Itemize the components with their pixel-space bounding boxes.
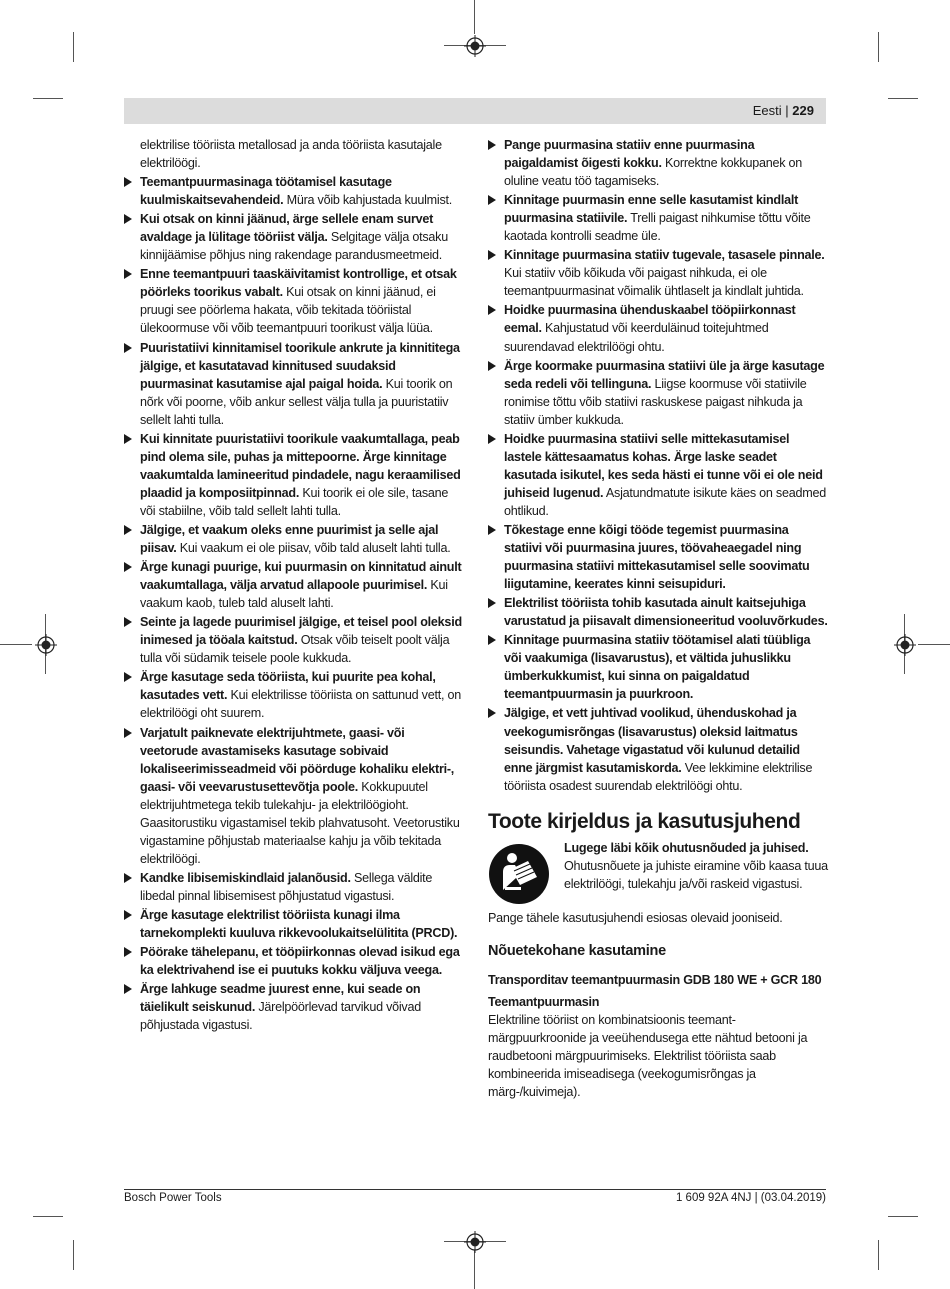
footer-rule bbox=[124, 1189, 826, 1190]
header-language: Eesti bbox=[752, 103, 782, 118]
item-text: Liigse koormuse või statiivile ronimise tõttu võib statiivi raskuskese paigast nihkuda ja statiiv ümber kukkuda. bbox=[504, 376, 807, 427]
triangle-bullet-icon bbox=[488, 195, 496, 205]
item-bold-text: Tõkestage enne kõigi tööde tegemist puurmasina statiivi või puurmasina juures, töövaheaegadel ning puurmasina statiivi mittekasutamisel selle soovimatu liigutamine, keerates kinni seisupiduri. bbox=[504, 522, 810, 592]
list-item bbox=[124, 265, 464, 337]
notice-after: Pange tähele kasutusjuhendi esiosas olevaid jooniseid. bbox=[488, 910, 783, 925]
product-text: Elektriline tööriist on kombinatsioonis teemant-märgpuurkroonide ja veeühendusega ette nähtud betooni ja raudbetooni märgpuurimiseks. Elektrilist tööriista saab kombineerida imiseadisega (veekogumisrõngas ja märg-/kuivimeja). bbox=[488, 1012, 808, 1100]
item-bold-text: Teemantpuurmasinaga töötamisel kasutage kuulmiskaitsevahendeid. bbox=[140, 175, 392, 208]
list-item bbox=[124, 724, 464, 868]
footer-brand: Bosch Power Tools bbox=[124, 1192, 222, 1204]
item-bold-text: Pöörake tähelepanu, et tööpiirkonnas olevad isikud ega ka elektrivahend ise ei puutuks kokku väljuva veega. bbox=[140, 945, 460, 978]
item-bold-text: Varjatult paiknevate elektrijuhtmete, gaasi- või veetorude avastamiseks kasutage sobivaid lokaliseerimisseadmeid või pöörduge kohaliku elektri-, gaasi- või veevarustusettevõtja poole. bbox=[140, 725, 455, 794]
item-text: Trelli paigast nihkumise tõttu võite kaotada kontrolli seadme üle. bbox=[504, 211, 811, 244]
registration-mark-icon bbox=[35, 634, 57, 656]
item-bold-text: Kui kinnitate puuristatiivi toorikule vaakumtallaga, peab pind olema sile, puhas ja mittepoorne. Ärge kinnitage vaakumtalda lamineeritud pindadele, nagu keraamilised plaadid ja komposiitpinnad. bbox=[140, 431, 461, 500]
list-item bbox=[124, 339, 464, 429]
item-text: Kui toorik ei ole sile, tasane või stabiilne, võib tald sellelt lahti tulla. bbox=[140, 485, 449, 518]
item-text: Sellega väldite libedal pinnal libisemisest põhjustatud vigastusi. bbox=[140, 870, 433, 903]
list-item bbox=[124, 980, 464, 1034]
list-item bbox=[124, 210, 464, 264]
triangle-bullet-icon bbox=[124, 910, 132, 920]
intro-paragraph: elektrilise tööriista metallosad ja anda tööriista kasutajale elektrilöögi. bbox=[140, 138, 442, 171]
item-bold-text: Jälgige, et vaakum oleks enne puurimist ja selle ajal piisav. bbox=[140, 522, 439, 556]
item-bold-text: Ärge kasutage seda tööriista, kui puurite pea kohal, kasutades vett. bbox=[140, 670, 436, 703]
list-item bbox=[124, 869, 464, 905]
item-bold-text: Hoidke puurmasina statiivi selle mittekasutamisel lastele kättesaamatus kohas. Ärge laske seadet kasutada isikutel, kes seda hästi ei tunne või ei ole neid juhiseid lugenud. bbox=[504, 431, 823, 500]
triangle-bullet-icon bbox=[488, 635, 496, 645]
triangle-bullet-icon bbox=[488, 708, 496, 718]
list-item bbox=[488, 136, 828, 190]
list-item bbox=[488, 357, 828, 429]
item-bold-text: Hoidke puurmasina ühenduskaabel tööpiirkonnast eemal. bbox=[504, 303, 796, 336]
read-manual-icon bbox=[488, 843, 550, 905]
crop-mark bbox=[73, 32, 74, 62]
list-item bbox=[488, 191, 828, 245]
list-item bbox=[488, 246, 828, 300]
left-column bbox=[124, 136, 464, 1035]
list-item bbox=[488, 631, 828, 703]
item-bold-text: Ärge lahkuge seadme juurest enne, kui seade on täielikult seiskunud. bbox=[140, 982, 421, 1015]
item-text: Selgitage välja otsaku kinnijäämise põhjus ning rakendage parandusmeetmeid. bbox=[140, 230, 448, 263]
list-item bbox=[124, 558, 464, 612]
list-item bbox=[124, 430, 464, 520]
triangle-bullet-icon bbox=[488, 434, 496, 444]
triangle-bullet-icon bbox=[488, 250, 496, 260]
item-text: Otsak võib teiselt poolt välja tulla või südamik teisele poole kukkuda. bbox=[140, 633, 450, 666]
subsection-title: Nõuetekohane kasutamine bbox=[488, 942, 666, 959]
triangle-bullet-icon bbox=[124, 434, 132, 444]
list-item bbox=[488, 704, 828, 794]
item-text: Kui elektrilisse tööriista on sattunud vett, on elektrilöögi oht suurem. bbox=[140, 688, 461, 721]
page-number: 229 bbox=[792, 103, 814, 118]
item-bold-text: Kui otsak on kinni jäänud, ärge sellele enam survet avaldage ja lülitage tööriist välja. bbox=[140, 212, 434, 245]
item-bold-text: Seinte ja lagede puurimisel jälgige, et teisel pool oleksid inimesed ja tööala kaitstud. bbox=[140, 615, 462, 648]
item-text: Vee lekkimine elektrilise tööriista osadest suurendab elektrilöögi ohtu. bbox=[504, 760, 813, 793]
crop-mark bbox=[888, 1216, 918, 1217]
crop-mark bbox=[878, 1240, 879, 1270]
page-header bbox=[753, 103, 814, 118]
list-item bbox=[124, 906, 464, 942]
crop-mark bbox=[474, 0, 475, 34]
list-item bbox=[124, 668, 464, 722]
item-text: Kui vaakum ei ole piisav, võib tald aluselt lahti tulla. bbox=[176, 541, 451, 556]
triangle-bullet-icon bbox=[124, 617, 132, 627]
product-title: Transporditav teemantpuurmasin GDB 180 WE + GCR 180 bbox=[488, 972, 822, 987]
header-separator: | bbox=[785, 103, 789, 118]
list-item bbox=[124, 521, 464, 557]
product-subtitle: Teemantpuurmasin bbox=[488, 994, 600, 1009]
triangle-bullet-icon bbox=[124, 214, 132, 224]
item-bold-text: Ärge koormake puurmasina statiivi üle ja ärge kasutage seda redeli või tellinguna. bbox=[504, 358, 825, 391]
list-item bbox=[124, 613, 464, 667]
list-item bbox=[488, 430, 828, 520]
crop-mark bbox=[73, 1240, 74, 1270]
read-manual-notice bbox=[488, 839, 828, 907]
registration-mark-icon bbox=[464, 35, 486, 57]
crop-mark bbox=[0, 644, 32, 645]
crop-mark bbox=[33, 98, 63, 99]
triangle-bullet-icon bbox=[488, 361, 496, 371]
triangle-bullet-icon bbox=[124, 672, 132, 682]
registration-mark-icon bbox=[464, 1231, 486, 1253]
item-text: Kokkupuutel elektrijuhtmetega tekib tulekahju- ja elektrilöögioht. Gaasitorustiku vigastamisel tekib plahvatusoht. Veetorustiku vigastamine põhjustab materiaalse kahju ja võib tekitada elektrilöögi. bbox=[140, 779, 460, 866]
triangle-bullet-icon bbox=[124, 947, 132, 957]
item-text: Kui otsak on kinni jäänud, ei pruugi see pöörlema hakata, võib tekitada tööriistal ülekoormuse või võib teemantpuuri toorikust välja lüüa. bbox=[140, 285, 436, 336]
triangle-bullet-icon bbox=[488, 305, 496, 315]
crop-mark bbox=[918, 644, 950, 645]
item-bold-text: Enne teemantpuuri taaskäivitamist kontrollige, et otsak pöörleks toorikus vabalt. bbox=[140, 267, 457, 300]
item-bold-text: Jälgige, et vett juhtivad voolikud, ühenduskohad ja veekogumisrõngas (lisavarustus) oleksid laitmatus seisundis. Vahetage vigastatud või kulunud detailid enne järgmist kasutamiskorda. bbox=[504, 706, 800, 775]
notice-text: Ohutusnõuete ja juhiste eiramine võib kaasa tuua elektrilöögi, tulekahju ja/või raskeid vigastusi. bbox=[564, 858, 828, 891]
notice-bold: Lugege läbi kõik ohutusnõuded ja juhised. bbox=[564, 840, 809, 855]
list-item bbox=[124, 943, 464, 979]
item-text: Kahjustatud või keerduläinud toitejuhtmed suurendavad elektrilöögi ohtu. bbox=[504, 321, 769, 354]
item-bold-text: Ärge kasutage elektrilist tööriista kunagi ilma tarnekomplekti kuuluva rikkevoolukaitselülitita (PRCD). bbox=[140, 907, 458, 941]
item-bold-text: Kinnitage puurmasina statiiv töötamisel alati tüübliga või vaakumiga (lisavarustus), et vältida juhuslikku ümberkukkumist, kui sinna on paigaldatud teemantpuurmasin ja puurkroon. bbox=[504, 633, 811, 702]
item-text: Korrektne kokkupanek on oluline veatu töö tagamiseks. bbox=[504, 156, 803, 189]
list-item bbox=[488, 521, 828, 593]
triangle-bullet-icon bbox=[124, 177, 132, 187]
item-bold-text: Puuristatiivi kinnitamisel toorikule ankrute ja kinnititega jälgige, et kasutatavad kinnitused suudaksid puurmasinat kasutamise ajal paigal hoida. bbox=[140, 340, 460, 391]
item-text: Kui statiiv võib kõikuda või paigast nihkuda, ei ole teemantpuurmasinat võimalik ühtlaselt ja kindlalt juhtida. bbox=[504, 266, 804, 299]
crop-mark bbox=[878, 32, 879, 62]
header-bar bbox=[124, 98, 826, 124]
list-item bbox=[488, 594, 828, 630]
item-bold-text: Kandke libisemiskindlaid jalanõusid. bbox=[140, 870, 351, 885]
footer-doc-id: 1 609 92A 4NJ | (03.04.2019) bbox=[675, 1192, 826, 1204]
item-bold-text: Kinnitage puurmasina statiiv tugevale, tasasele pinnale. bbox=[504, 248, 825, 263]
triangle-bullet-icon bbox=[124, 984, 132, 994]
item-bold-text: Pange puurmasina statiiv enne puurmasina paigaldamist õigesti kokku. bbox=[504, 138, 755, 171]
triangle-bullet-icon bbox=[124, 343, 132, 353]
list-item bbox=[488, 301, 828, 355]
triangle-bullet-icon bbox=[124, 728, 132, 738]
triangle-bullet-icon bbox=[488, 598, 496, 608]
safety-list-right bbox=[488, 136, 828, 795]
triangle-bullet-icon bbox=[124, 873, 132, 883]
crop-mark bbox=[33, 1216, 63, 1217]
item-text: Müra võib kahjustada kuulmist. bbox=[283, 193, 452, 208]
triangle-bullet-icon bbox=[124, 562, 132, 572]
item-text: Järelpöörlevad tarvikud võivad põhjustada vigastusi. bbox=[140, 1000, 421, 1033]
item-text: Kui vaakum kaob, tuleb tald aluselt lahti. bbox=[140, 578, 448, 611]
item-text: Kui toorik on nõrk või poorne, võib ankur sellest välja tulla ja puuristatiiv sellelt lahti tulla. bbox=[140, 376, 453, 427]
list-item bbox=[124, 173, 464, 209]
triangle-bullet-icon bbox=[488, 140, 496, 150]
item-bold-text: Elektrilist tööriista tohib kasutada ainult kaitsejuhiga varustatud ja piisavalt dimensioneeritud vooluvõrkudes. bbox=[504, 596, 828, 629]
crop-mark bbox=[888, 98, 918, 99]
triangle-bullet-icon bbox=[124, 269, 132, 279]
triangle-bullet-icon bbox=[488, 525, 496, 535]
triangle-bullet-icon bbox=[124, 525, 132, 535]
item-text: Asjatundmatute isikute käes on seadmed ohtlikud. bbox=[504, 485, 826, 518]
safety-list-left bbox=[124, 173, 464, 1034]
registration-mark-icon bbox=[894, 634, 916, 656]
section-title: Toote kirjeldus ja kasutusjuhend bbox=[488, 809, 801, 833]
crop-mark bbox=[474, 1250, 475, 1289]
right-column bbox=[488, 136, 828, 1101]
item-bold-text: Kinnitage puurmasin enne selle kasutamist kindlalt puurmasina statiivile. bbox=[504, 193, 799, 226]
item-bold-text: Ärge kunagi puurige, kui puurmasin on kinnitatud ainult vaakumtallaga, välja arvatud allapoole puurimisel. bbox=[140, 560, 462, 593]
